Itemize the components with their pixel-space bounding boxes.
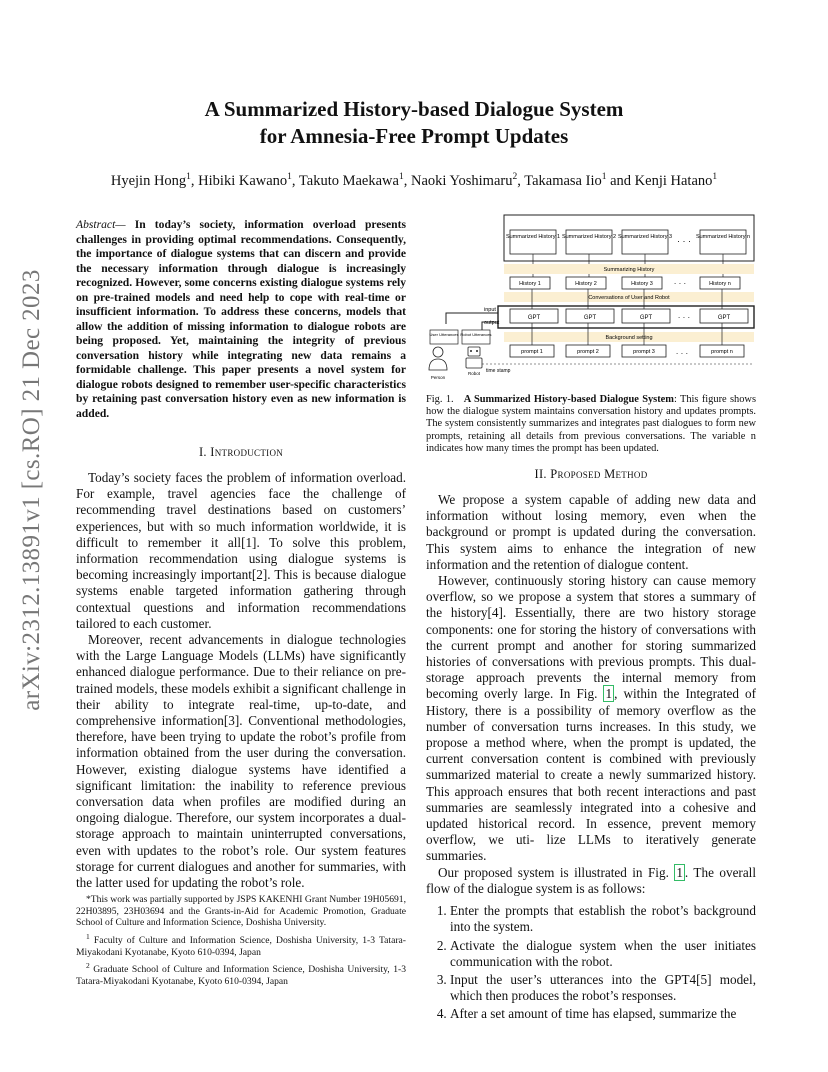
author: Takamasa Iio$^1$ and (524, 172, 635, 189)
person-icon (429, 347, 447, 370)
ellipsis: · · · (673, 279, 687, 288)
user-utterances-label: User Utterances (429, 332, 459, 337)
list-item: 4. After a set amount of time has elapsed, summarize the (450, 1006, 756, 1022)
footnotes (76, 894, 406, 990)
title-line-2: for Amnesia-Free Prompt Updates (259, 124, 569, 148)
paper-title (150, 96, 678, 150)
affiliation-footnote-1: $^1$ Faculty of Culture and Information Science, Doshisha University, 1-3 Tatara-Miyakodani Kyotanabe, Kyoto 610-0394, Japan (76, 931, 406, 958)
method-paragraph-3: Our proposed system is illustrated in Fig. 1 . The overall flow of the dialogue system is as follows: (426, 864, 756, 896)
list-item: 2. Activate the dialogue system when the user initiates communication with the robot. (450, 938, 756, 970)
gpt-label: GPT (639, 315, 653, 321)
list-item: 1. Enter the prompts that establish the robot’s background into the system. (450, 903, 756, 935)
conversations-label: Conversations of User and Robot (588, 295, 670, 301)
abstract-label: Abstract— (76, 218, 126, 231)
history-label: History 2 (575, 281, 597, 287)
prompt-label: prompt 3 (633, 349, 655, 355)
right-column (426, 212, 756, 1025)
arxiv-identifier-text: arXiv:2312.13891v1 [cs.RO] 21 Dec 2023 (18, 269, 45, 711)
background-label: Background setting (605, 335, 653, 341)
summarized-history-box (618, 230, 672, 254)
gpt-label: GPT (583, 315, 597, 321)
system-diagram (426, 212, 756, 390)
intro-paragraph-2: Moreover, recent advancements in dialogue technologies with the Large Language Models (LLMs) have significantly enhanced dialogue performance. Due to their reliance on pre-trained models, these models exhibit a significant challenge in their ability to integrate real-time, up-to-date, and comprehensive information[3]. Conventional methodologies, therefore, have been trying to update the robot’s profile from information obtained from the user during the conversation. However, existing dialogue systems have identified a significant limitation: the inability to reference previous conversation data when profiles are modified during an ongoing dialogue. Therefore, our system incorporates a dual-storage approach to maintain uninterrupted conversations, even with updates to the robot’s role. Our system features storage for current dialogues and another for summaries, with the latter used for updating the robot’s role. (76, 632, 406, 891)
ellipsis: · · · (675, 349, 689, 358)
section-heading-introduction: I. Introduction (198, 445, 284, 459)
author-list (60, 172, 768, 190)
output-label: output (484, 320, 500, 326)
section-heading-proposed-method: II. Proposed Method (534, 467, 648, 482)
affiliation-footnote-2: $^2$ Graduate School of Culture and Information Science, Doshisha University, 1-3 Tatara-Miyakodani Kyotanabe, Kyoto 610-0394, Japan (76, 961, 406, 987)
timestamp-label: time stamp (486, 368, 511, 374)
author: Hyejin Hong$^1$, (110, 172, 199, 189)
figure-link[interactable]: 1 (676, 864, 683, 880)
ellipsis: · · · (677, 236, 691, 246)
summarizing-label: Summarizing History (603, 267, 655, 273)
left-column (76, 218, 406, 891)
funding-footnote: *This work was partially supported by JSPS KAKENHI Grant Number 19H05691, 22H03895, 23H03694 and the Grants-in-Aid for Academic Promotion, Graduate School of Culture and Information Science, Doshisha University. (76, 894, 406, 929)
author: Takuto Maekawa$^1$, (298, 172, 411, 189)
history-label: History 1 (519, 281, 541, 287)
abstract (76, 218, 406, 421)
prompt-label: prompt 2 (577, 349, 599, 355)
robot-label: Robot (467, 371, 481, 376)
author: Hibiki Kawano$^1$, (198, 172, 299, 189)
figure-link[interactable]: 1 (605, 686, 613, 702)
title-line-1: A Summarized History-based Dialogue System (204, 97, 624, 121)
robot-icon (466, 347, 482, 368)
prompt-label: prompt n (711, 349, 733, 355)
summarized-history-box (562, 230, 616, 254)
method-paragraph-1: We propose a system capable of adding new data and information without losing memory, even when the background or prompt is updated during the conversation. This system aims to enhance the integration of new information and the retention of dialogue content. (426, 492, 756, 572)
gpt-label: GPT (717, 315, 731, 321)
flow-steps (426, 903, 756, 1022)
svg-text:Summarized History 1: Summarized History 1 (505, 234, 561, 240)
figure-caption: Fig. 1. A Summarized History-based Dialogue System: This figure shows how the dialogue system maintains conversation history and updates prompts. The system consistently summarizes and integrates past dialogues to form new prompts, retaining all details from previous conversations. The variable n indicates how many times the prompt has been updated. (426, 394, 756, 454)
abstract-text: In today’s society, information overload presents challenges in providing optimal recommendations. Consequently, the importance of dialogue systems that can discern and provide the necessary information through dialogue is increasingly recognized. However, some concerns existing dialogue systems rely on pre-trained models and need help to cope with real-time or insufficient information. To address these concerns, models that allow the addition of missing information to dialogue robots are being proposed. Yet, maintaining the integrity of previous conversation history while integrating new data remains a formidable challenge. This paper presents a novel system for dialogue robots designed to remember user-specific characteristics by retaining past conversation history even as new information is added. (76, 218, 406, 420)
gpt-label: GPT (527, 315, 541, 321)
ellipsis: · · · (677, 313, 691, 322)
history-label: History 3 (631, 281, 653, 287)
svg-text:Summarized History 3: Summarized History 3 (617, 234, 673, 240)
svg-text:Summarized History n: Summarized History n (695, 234, 751, 240)
prompt-label: prompt 1 (521, 349, 543, 355)
summarized-history-box (696, 230, 750, 254)
svg-text:Summarized History 2: Summarized History 2 (561, 234, 617, 240)
intro-paragraph-1: Today’s society faces the problem of information overload. For example, travel agencies face the challenge of recommending travel destinations based on customers’ experiences, but with so much information worldwide, it is difficult to remember it all[1]. To solve this problem, information recommendation using dialogue systems is becoming increasingly important[2]. This is because dialogue systems enable targeted information gathering through contextual questions and information recommendations tailored to each customer. (76, 470, 406, 631)
method-paragraph-2: However, continuously storing history can cause memory overflow, so we propose a system that stores a summary of the history[4]. Essentially, there are two history storage components: one for storing the history of conversations with the current prompt and another for storing summarized histories of conversations with previous prompts. This dual-storage approach prevents the internal memory from becoming overly large. In Fig. 1 , within the Integrated of History, there is a possibility of memory overflow as the number of conversation turns increases. In this study, we propose a method where, when the prompt is updated, the current conversation content is combined with previously summarized material to create a newly summarized history. This approach ensures that both recent interactions and past summaries are seamlessly integrated into a cohesive and updated historical record. In essence, prevent memory overflow, we uti- lize LLMs to iteratively generate summaries. (426, 573, 757, 864)
author: Kenji Hatano$^1$ (634, 172, 718, 189)
figure-1 (426, 212, 756, 392)
list-item: 3. Input the user’s utterances into the GPT4[5] model, which then produces the robot’s responses. (450, 972, 756, 1004)
summarized-history-box (506, 230, 560, 254)
arxiv-identifier (8, 269, 56, 711)
person-label: Person (430, 375, 446, 380)
robot-utterances-label: Robot Utterances (460, 332, 492, 337)
history-label: History n (709, 281, 731, 287)
input-label: input (484, 307, 496, 313)
author: Naoki Yoshimaru$^2$, (410, 172, 525, 189)
